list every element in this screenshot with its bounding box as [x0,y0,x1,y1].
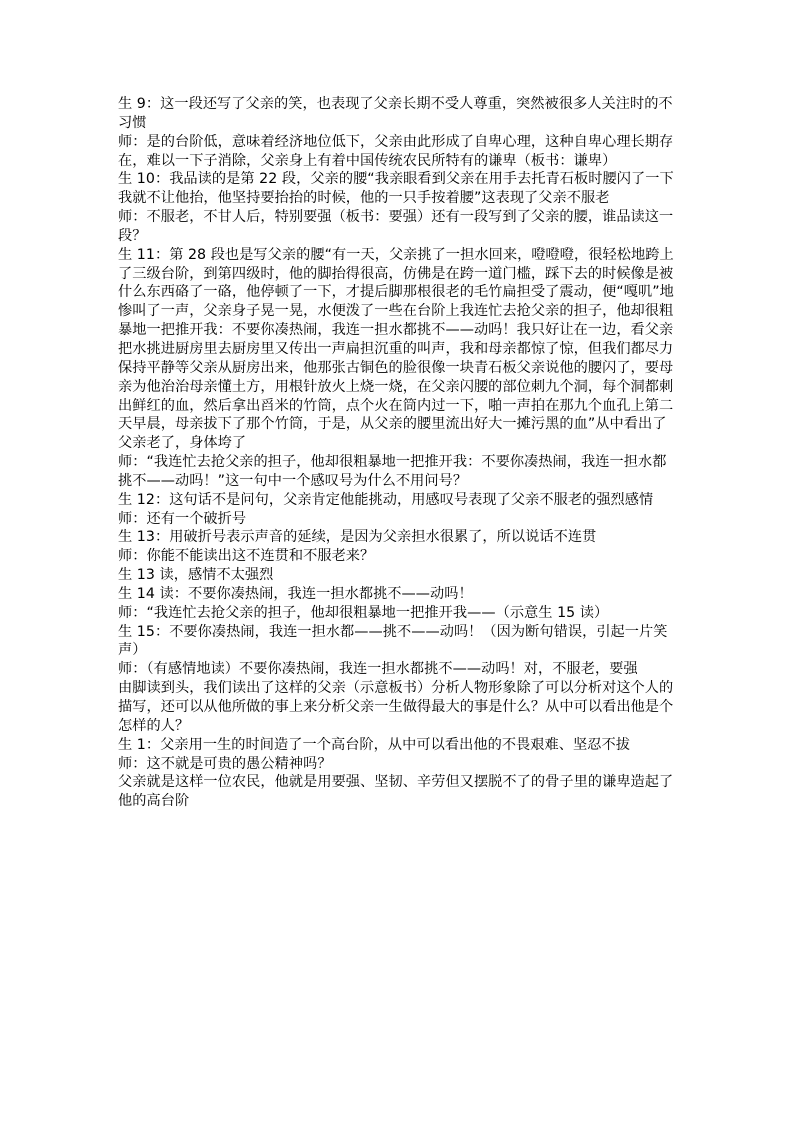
document-body [118,95,678,811]
paragraph-student-14-reads: 生 14 读：不要你凑热闹，我连一担水都挑不——动吗！ [118,585,473,602]
paragraph-student-10: 生 10：我品读的是第 22 段，父亲的腰“我亲眼看到父亲在用手去托青石板时腰闪了一下我就不让他抬，他坚持要抬抬的时候，他的一只手按着腰”这表现了父亲不服老 [118,171,674,207]
paragraph-teacher-read-request: 师：你能不能读出这不连贯和不服老来？ [118,548,375,565]
paragraph-student-13-reads: 生 13 读，感情不太强烈 [118,567,274,584]
paragraph-student-9: 生 9：这一段还写了父亲的笑，也表现了父亲长期不受人尊重，突然被很多人关注时的不习惯 [118,96,673,131]
paragraph-student-11: 生 11：第 28 段也是写父亲的腰“有一天，父亲挑了一担水回来，噔噔噔，很轻松地跨上了三级台阶，到第四级时，他的脚抬得很高，仿佛是在跨一道门槛，踩下去的时候像是被什么东西硌了一硌，他停顿了一下，才提后脚那根很老的毛竹扁担受了震动，便“嘎叽”地惨叫了一声，父亲身子晃一晃，水便泼了一些在台阶上我连忙去抢父亲的担子，他却很粗暴地一把推开我：不要你凑热闹，我连一担水都挑不——动吗！我只好让在一边，看父亲把水挑进厨房里去厨房里又传出一声扁担沉重的叫声，我和母亲都惊了惊，但我们都尽力保持平静等父亲从厨房出来，他那张古铜色的脸很像一块青石板父亲说他的腰闪了，要母亲为他治治母亲懂土方，用根针放火上烧一烧，在父亲闪腰的部位刺九个洞，每个洞都刺出鲜红的血，然后拿出舀米的竹筒，点个火在筒内过一下，啪一声拍在那九个血孔上第二天早晨，母亲拔下了那个竹筒，于是，从父亲的腰里流出好大一摊污黑的血”从中看出了父亲老了，身体垮了 [118,246,674,452]
paragraph-teacher-stubborn: 师：不服老，不甘人后，特别要强（板书：要强）还有一段写到了父亲的腰，谁品读这一段？ [118,209,674,244]
paragraph-student-1: 生 1：父亲用一生的时间造了一个高台阶，从中可以看出他的不畏艰难、坚忍不拔 [118,736,630,753]
paragraph-teacher-prompt-15: 师：“我连忙去抢父亲的担子，他却很粗暴地一把推开我——（示意生 15 读） [118,604,609,621]
paragraph-student-12: 生 12：这句话不是问句，父亲肯定他能挑动，用感叹号表现了父亲不服老的强烈感情 [118,491,654,508]
paragraph-student-13: 生 13：用破折号表示声音的延续，是因为父亲担水很累了，所以说话不连贯 [118,529,597,546]
paragraph-teacher-question: 师：“我连忙去抢父亲的担子，他却很粗暴地一把推开我：不要你凑热闹，我连一担水都挑不——动吗！”这一句中一个感叹号为什么不用问号？ [118,454,667,489]
paragraph-summary-analysis: 由脚读到头，我们读出了这样的父亲（示意板书）分析人物形象除了可以分析对这个人的描写，还可以从他所做的事上来分析父亲一生做得最大的事是什么？从中可以看出他是个怎样的人？ [118,680,674,734]
paragraph-student-15: 生 15：不要你凑热闹，我连一担水都——挑不——动吗！（因为断句错误，引起一片笑声） [118,623,668,659]
paragraph-teacher-humility: 师：是的台阶低，意味着经济地位低下，父亲由此形成了自卑心理，这种自卑心理长期存在，难以一下子消除，父亲身上有着中国传统农民所特有的谦卑（板书：谦卑） [118,133,674,169]
paragraph-teacher-dash: 师：还有一个破折号 [118,510,247,527]
paragraph-teacher-reads: 师：（有感情地读）不要你凑热闹，我连一担水都挑不——动吗！对，不服老，要强 [118,661,638,678]
paragraph-conclusion: 父亲就是这样一位农民，他就是用要强、坚韧、辛劳但又摆脱不了的骨子里的谦卑造起了他的高台阶 [118,774,674,810]
paragraph-teacher-yugong: 师：这不就是可贵的愚公精神吗？ [118,755,332,772]
